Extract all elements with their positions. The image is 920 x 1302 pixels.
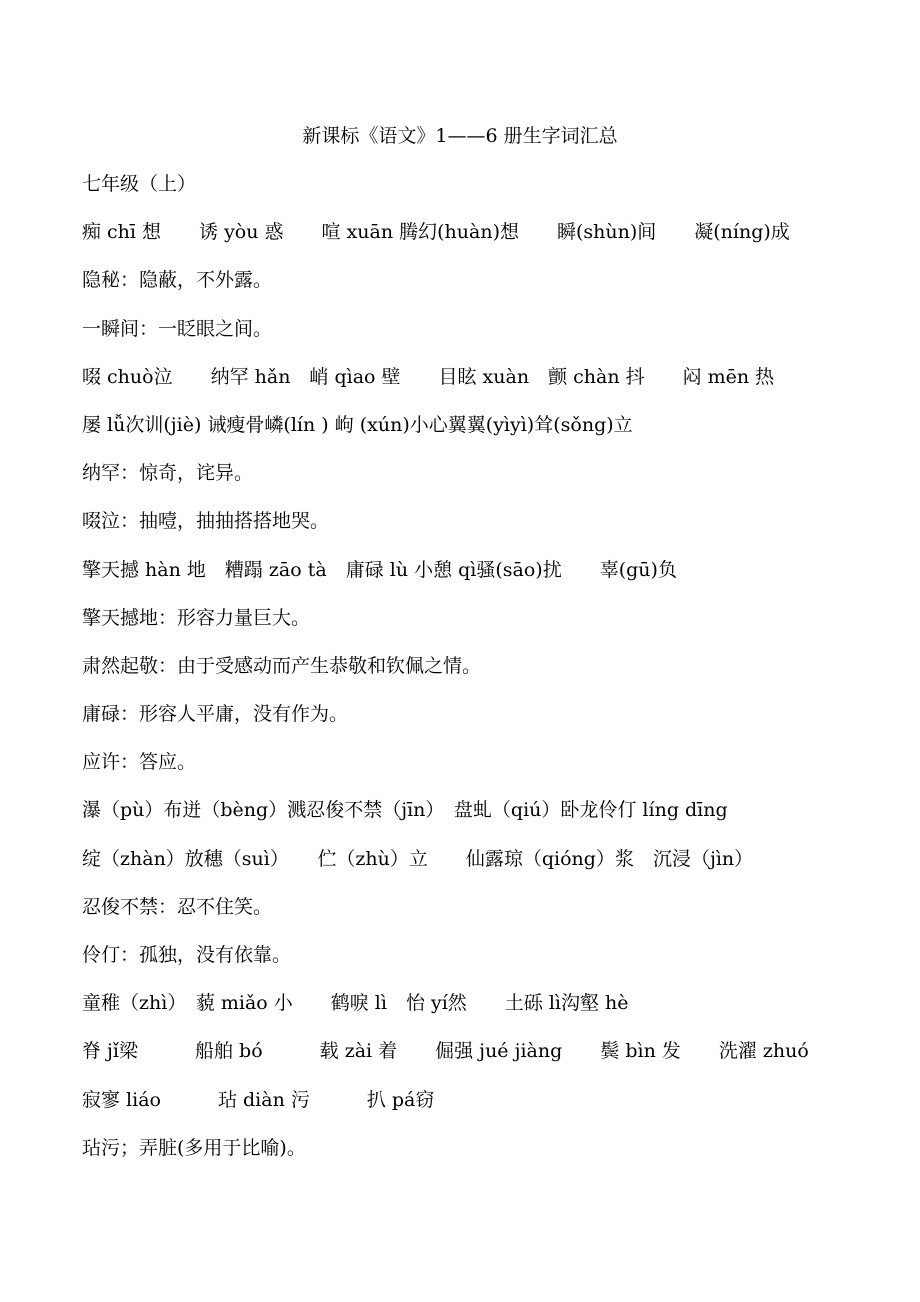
definition-line: 隐秘：隐蔽，不外露。	[82, 269, 273, 292]
vocab-line: 瀑（pù）布迸（bèng）溅忍俊不禁（jīn） 盘虬（qiú）卧龙伶仃 líng dīng	[82, 799, 728, 822]
vocabulary-list	[82, 170, 902, 1182]
vocab-line: 童稚（zhì） 藐 miǎo 小 鹤唳 lì 怡 yí然 土砾 lì沟壑 hè	[82, 992, 629, 1015]
vocab-line: 脊 jǐ梁 船舶 bó 载 zài 着 倔强 jué jiàng 鬓 bìn 发 洗濯 zhuó	[82, 1040, 809, 1063]
vocab-line: 擎天撼 hàn 地 糟蹋 zāo tà 庸碌 lù 小憩 qì骚(sāo)扰 辜(gū)负	[82, 558, 677, 581]
definition-line: 啜泣：抽噎，抽抽搭搭地哭。	[82, 510, 330, 533]
definition-line: 应许：答应。	[82, 751, 197, 774]
page-title: 新课标《语文》1——6 册生字词汇总	[302, 125, 618, 147]
vocab-line: 啜 chuò泣 纳罕 hǎn 峭 qìao 壁 目眩 xuàn 颤 chàn 抖 闷 mēn 热	[82, 365, 775, 388]
definition-line: 庸碌：形容人平庸，没有作为。	[82, 703, 349, 726]
definition-line: 伶仃：孤独，没有依靠。	[82, 944, 292, 966]
vocab-line: 绽（zhàn）放穗（suì） 伫（zhù）立 仙露琼（qióng）浆 沉浸（jìn）	[82, 847, 754, 870]
definition-line: 一瞬间：一眨眼之间。	[82, 317, 273, 340]
definition-line: 纳罕：惊奇，诧异。	[82, 462, 254, 485]
definition-line: 擎天撼地：形容力量巨大。	[82, 606, 311, 629]
section-heading: 七年级（上）	[82, 173, 197, 195]
vocab-line: 屡 lǚ次训(jiè) 诫瘦骨嶙(lín ) 岣 (xún)小心翼翼(yìyì)耸(sǒng)立	[82, 413, 633, 436]
vocab-line: 痴 chī 想 诱 yòu 惑 喧 xuān 腾幻(huàn)想 瞬(shùn)间 凝(níng)成	[82, 221, 790, 244]
vocab-line: 寂寥 liáo 玷 diàn 污 扒 pá窃	[82, 1088, 435, 1111]
definition-line: 忍俊不禁：忍不住笑。	[82, 895, 273, 918]
definition-line: 肃然起敬：由于受感动而产生恭敬和钦佩之情。	[82, 654, 482, 677]
definition-line: 玷污；弄脏(多用于比喻)。	[82, 1136, 306, 1159]
